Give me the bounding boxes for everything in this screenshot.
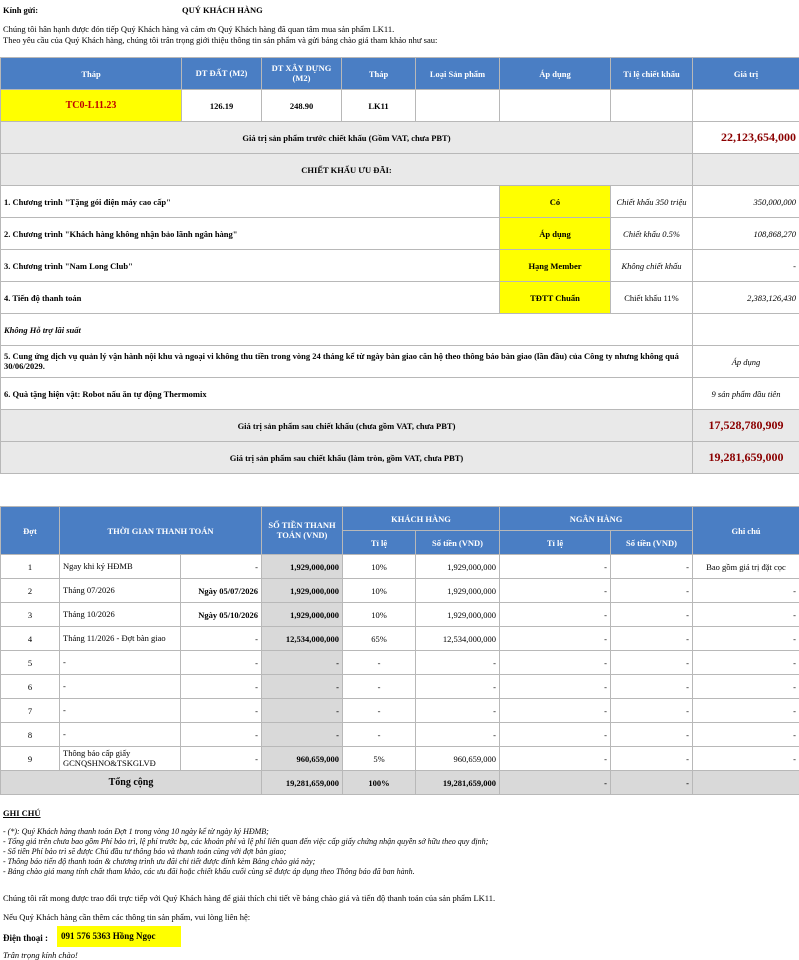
customer-rate: - [343,675,416,699]
intro-line-2: Theo yêu cầu của Quý Khách hàng, chúng tôi trân trọng giới thiệu thông tin sản phẩm và gửi bảng chào giá tham khảo như sau: [3,35,438,45]
bank-amount: - [611,603,693,627]
bank-rate: - [500,555,611,579]
bank-rate: - [500,699,611,723]
bank-rate: - [500,675,611,699]
product-row [1,90,799,122]
note-line: - (*): Quý Khách hàng thanh toán Đợt 1 trong vòng 10 ngày kể từ ngày ký HĐMB; [3,827,269,836]
customer-rate: 10% [343,555,416,579]
payment-note: - [693,627,799,651]
col-header: Tỉ lệ chiết khấu [611,58,693,90]
customer-rate: 10% [343,579,416,603]
customer-amount: - [416,723,500,747]
apply [500,90,611,122]
payment-date: Ngày 05/07/2026 [181,579,262,603]
bank-amount: - [611,723,693,747]
discount-rate [611,90,693,122]
customer-amount: 960,659,000 [416,747,500,771]
col-header: DT XÂY DỰNG (M2) [262,58,342,90]
payment-dot: 6 [1,675,60,699]
bank-amount: - [611,579,693,603]
payment-dot: 3 [1,603,60,627]
payment-time: - [60,699,181,723]
bank-amount: - [611,651,693,675]
value [693,90,799,122]
payment-amount: - [262,699,343,723]
product-header-row [1,58,799,90]
payment-date: - [181,627,262,651]
payment-time: Tháng 07/2026 [60,579,181,603]
col-header-dot: Đợt [1,507,60,555]
payment-time: - [60,723,181,747]
total-amount: 19,281,659,000 [262,771,343,795]
notes-title: GHI CHÚ [3,808,41,818]
empty-cell [693,154,799,186]
after-discount-rounded-label: Giá trị sản phẩm sau chiết khấu (làm tròn, gồm VAT, chưa PBT) [1,442,693,474]
col-header: Giá trị [693,58,799,90]
customer-rate: 65% [343,627,416,651]
bank-rate: - [500,579,611,603]
payment-amount: - [262,723,343,747]
payment-note: - [693,723,799,747]
note-line: - Bảng chào giá mang tính chất tham khảo, các ưu đãi hoặc chiết khấu cuối cùng sẽ được áp dụng theo Thông báo đã ban hành. [3,867,415,876]
payment-total-row [1,771,799,795]
payment-row [1,723,799,747]
bank-amount: - [611,747,693,771]
recipient: QUÝ KHÁCH HÀNG [182,5,263,15]
payment-date: Ngày 05/10/2026 [181,603,262,627]
customer-amount: - [416,699,500,723]
customer-rate: 5% [343,747,416,771]
col-header-amount: SỐ TIỀN THANH TOÁN (VND) [262,507,343,555]
payment-amount: 1,929,000,000 [262,579,343,603]
build-area: 248.90 [262,90,342,122]
service-value: Áp dụng [693,346,799,378]
empty-cell [693,314,799,346]
payment-dot: 4 [1,627,60,651]
service-text: 5. Cung ứng dịch vụ quản lý vận hành nội khu và ngoại vi không thu tiền trong vòng 24 tháng kể từ ngày bàn giao căn hộ theo thông báo bàn giao (lần đầu) của Công ty nhưng không quá 30/06/2029. [1,346,693,378]
col-header-customer-rate: Tỉ lệ [343,531,416,555]
payment-date: - [181,699,262,723]
payment-row [1,555,799,579]
after-discount-row [1,410,799,442]
customer-rate: - [343,699,416,723]
program-value: 350,000,000 [693,186,799,218]
note-line: - Tổng giá trên chưa bao gồm Phí bảo trì, lệ phí trước bạ, các khoản phí và lệ phí liên quan đến việc cấp giấy chứng nhận quyền sở hữu theo quy định; [3,837,489,846]
payment-dot: 5 [1,651,60,675]
program-rate: Chiết khấu 11% [611,282,693,314]
program-name: 2. Chương trình "Khách hàng không nhận bảo lãnh ngân hàng" [1,218,500,250]
payment-amount: - [262,651,343,675]
col-header-time: THỜI GIAN THANH TOÁN [60,507,262,555]
payment-time: - [60,651,181,675]
closing-2: Nếu Quý Khách hàng cần thêm các thông tin sản phẩm, vui lòng liên hệ: [3,912,251,922]
gift-value: 9 sản phẩm đầu tiên [693,378,799,410]
land-area: 126.19 [182,90,262,122]
col-header: Áp dụng [500,58,611,90]
col-header-bank: NGÂN HÀNG [500,507,693,531]
discount-title: CHIẾT KHẤU ƯU ĐÃI: [1,154,693,186]
payment-amount: 1,929,000,000 [262,555,343,579]
product-type [416,90,500,122]
program-row [1,282,799,314]
service-row [1,346,799,378]
payment-row [1,579,799,603]
total-customer-amount: 19,281,659,000 [416,771,500,795]
col-header-bank-rate: Tỉ lệ [500,531,611,555]
phone-value: 091 576 5363 Hồng Ngọc [57,926,181,947]
payment-date: - [181,723,262,747]
bank-amount: - [611,555,693,579]
customer-rate: - [343,723,416,747]
payment-amount: 12,534,000,000 [262,627,343,651]
empty-cell [693,771,799,795]
bank-amount: - [611,699,693,723]
customer-rate: 10% [343,603,416,627]
payment-note: - [693,651,799,675]
pre-discount-value: 22,123,654,000 [693,122,799,154]
total-rate: 100% [343,771,416,795]
program-value: - [693,250,799,282]
customer-rate: - [343,651,416,675]
payment-date: - [181,747,262,771]
after-discount-value: 17,528,780,909 [693,410,799,442]
payment-note: - [693,675,799,699]
program-rate: Không chiết khấu [611,250,693,282]
customer-amount: 12,534,000,000 [416,627,500,651]
total-label: Tổng cộng [1,771,262,795]
closing-1: Chúng tôi rất mong được trao đổi trực tiếp với Quý Khách hàng để giải thích chi tiết về bảng chào giá và tiến độ thanh toán của sản phẩm LK11. [3,893,496,903]
col-header-customer: KHÁCH HÀNG [343,507,500,531]
payment-time: - [60,675,181,699]
program-row [1,186,799,218]
program-apply: Áp dụng [500,218,611,250]
after-discount-rounded-value: 19,281,659,000 [693,442,799,474]
no-interest-label: Không Hỗ trợ lãi suất [1,314,693,346]
payment-row [1,675,799,699]
customer-amount: 1,929,000,000 [416,603,500,627]
payment-header-row [1,507,799,531]
total-bank-amount: - [611,771,693,795]
payment-dot: 1 [1,555,60,579]
product-table [0,57,799,474]
program-name: 4. Tiến độ thanh toán [1,282,500,314]
bank-rate: - [500,627,611,651]
program-row [1,250,799,282]
payment-date: - [181,651,262,675]
notes-list [3,827,488,877]
note-line: - Thông báo tiến độ thanh toán & chương trình ưu đãi chi tiết được đính kèm Bảng chào giá này; [3,857,316,866]
payment-amount: - [262,675,343,699]
bank-rate: - [500,747,611,771]
payment-time: Tháng 11/2026 - Đợt bàn giao [60,627,181,651]
intro-line-1: Chúng tôi hân hạnh được đón tiếp Quý Khách hàng và cảm ơn Quý Khách hàng đã quan tâm mua sản phẩm LK11. [3,24,395,34]
gift-row [1,378,799,410]
program-apply: Hạng Member [500,250,611,282]
program-name: 3. Chương trình "Nam Long Club" [1,250,500,282]
payment-row [1,603,799,627]
bank-amount: - [611,627,693,651]
pre-discount-label: Giá trị sản phẩm trước chiết khấu (Gồm VAT, chưa PBT) [1,122,693,154]
payment-note: Bao gồm giá trị đặt cọc [693,555,799,579]
program-name: 1. Chương trình "Tặng gói điện máy cao cấp" [1,186,500,218]
payment-time: Tháng 10/2026 [60,603,181,627]
col-header: Tháp [1,58,182,90]
after-discount-rounded-row [1,442,799,474]
payment-dot: 2 [1,579,60,603]
no-interest-row [1,314,799,346]
payment-note: - [693,603,799,627]
gift-text: 6. Quà tặng hiện vật: Robot nấu ăn tự động Thermomix [1,378,693,410]
bank-amount: - [611,675,693,699]
payment-note: - [693,747,799,771]
payment-note: - [693,699,799,723]
col-header: Loại Sản phẩm [416,58,500,90]
payment-date: - [181,555,262,579]
note-line: - Số tiền Phí bảo trì sẽ được Chủ đầu tư thông báo và thanh toán cùng với đợt bàn giao; [3,847,287,856]
col-header: Tháp [342,58,416,90]
customer-amount: - [416,651,500,675]
farewell: Trân trọng kính chào! [3,950,78,960]
discount-title-row [1,154,799,186]
bank-rate: - [500,603,611,627]
payment-amount: 1,929,000,000 [262,603,343,627]
payment-amount: 960,659,000 [262,747,343,771]
payment-note: - [693,579,799,603]
payment-time: Thông báo cấp giấy GCNQSHNO&TSKGLVĐ [60,747,181,771]
tower: LK11 [342,90,416,122]
salutation: Kính gửi: [3,5,39,15]
payment-row [1,651,799,675]
payment-table [0,506,799,795]
program-row [1,218,799,250]
payment-dot: 7 [1,699,60,723]
program-value: 2,383,126,430 [693,282,799,314]
bank-rate: - [500,723,611,747]
payment-time: Ngay khi ký HĐMB [60,555,181,579]
customer-amount: - [416,675,500,699]
total-bank-rate: - [500,771,611,795]
payment-row [1,627,799,651]
phone-label: Điện thoại : [3,933,48,943]
payment-dot: 8 [1,723,60,747]
after-discount-label: Giá trị sản phẩm sau chiết khấu (chưa gồm VAT, chưa PBT) [1,410,693,442]
program-rate: Chiết khấu 350 triệu [611,186,693,218]
program-rate: Chiết khấu 0.5% [611,218,693,250]
pre-discount-row [1,122,799,154]
col-header: DT ĐẤT (M2) [182,58,262,90]
bank-rate: - [500,651,611,675]
program-apply: TĐTT Chuẩn [500,282,611,314]
col-header-note: Ghi chú [693,507,799,555]
col-header-customer-sum: Số tiền (VND) [416,531,500,555]
col-header-bank-sum: Số tiền (VND) [611,531,693,555]
payment-date: - [181,675,262,699]
payment-dot: 9 [1,747,60,771]
customer-amount: 1,929,000,000 [416,579,500,603]
unit-code: TC0-L11.23 [1,90,182,122]
payment-row [1,699,799,723]
payment-row [1,747,799,771]
program-apply: Có [500,186,611,218]
customer-amount: 1,929,000,000 [416,555,500,579]
program-value: 108,868,270 [693,218,799,250]
